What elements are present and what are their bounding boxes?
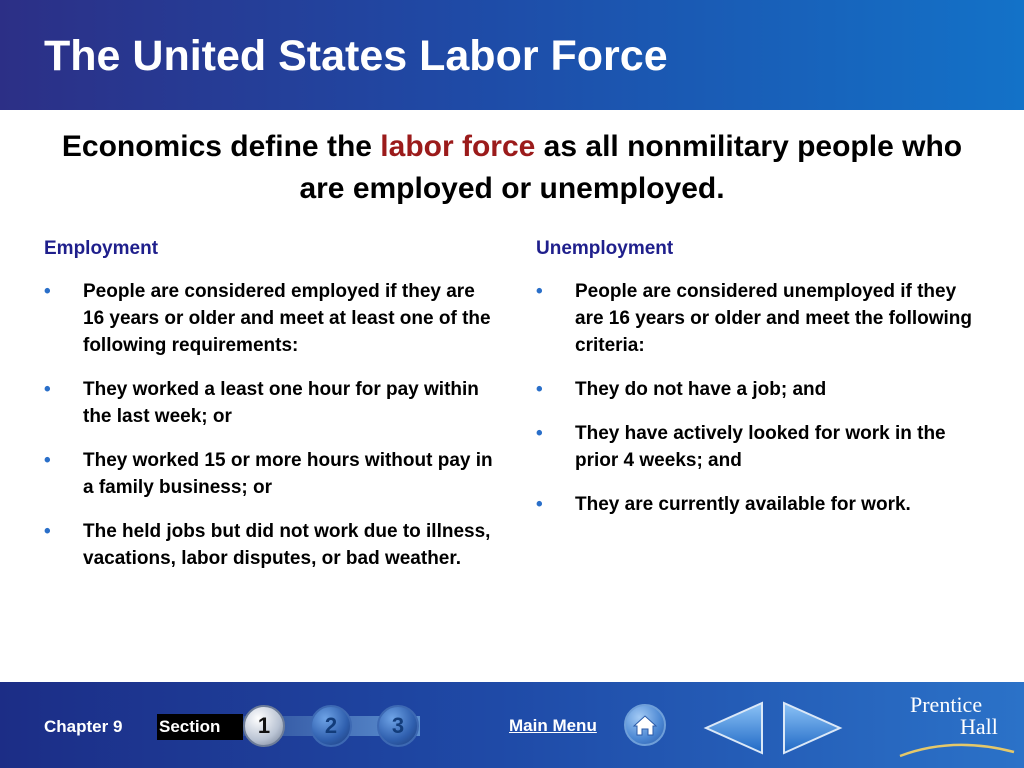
list-item: [536, 491, 986, 518]
employment-list: [44, 278, 494, 572]
logo-line-2: Hall: [960, 714, 998, 739]
slide-subtitle: [60, 126, 964, 210]
list-item: [44, 376, 494, 430]
section-3-button[interactable]: 3: [377, 705, 419, 747]
list-item: [44, 518, 494, 572]
list-item-text: They are currently available for work.: [575, 494, 911, 515]
chapter-label[interactable]: Chapter 9: [44, 717, 123, 736]
subtitle-highlight: labor force: [380, 130, 536, 163]
subtitle-text-end: as all nonmilitary people who are employed or unemployed.: [299, 130, 963, 205]
list-item: [44, 447, 494, 501]
unemployment-heading: Unemployment: [536, 238, 674, 259]
publisher-logo: [898, 692, 1016, 760]
main-menu-link[interactable]: Main Menu: [509, 716, 597, 735]
section-label: Section: [157, 714, 243, 740]
unemployment-list: [536, 278, 986, 518]
arrow-right-icon: [784, 703, 840, 753]
list-item: [536, 376, 986, 403]
section-2-button[interactable]: 2: [310, 705, 352, 747]
section-1-button[interactable]: 1: [243, 705, 285, 747]
list-item-text: They worked 15 or more hours without pay in a family business; or: [83, 450, 493, 498]
employment-heading: Employment: [44, 238, 159, 259]
list-item-text: People are considered employed if they are 16 years or older and meet at least one of the following requirements:: [83, 281, 491, 356]
home-button[interactable]: [624, 704, 666, 746]
employment-column: [44, 238, 494, 589]
logo-swoosh-icon: [898, 740, 1016, 758]
arrow-left-icon: [706, 703, 762, 753]
list-item: [536, 278, 986, 359]
list-item-text: They have actively looked for work in the prior 4 weeks; and: [575, 423, 946, 471]
bullet-icon: •: [44, 379, 51, 400]
bullet-icon: •: [44, 521, 51, 542]
bullet-icon: •: [44, 281, 51, 302]
list-item: [536, 420, 986, 474]
bullet-icon: •: [536, 423, 543, 444]
unemployment-column: [536, 238, 986, 535]
bullet-icon: •: [536, 494, 543, 515]
title-bar: [0, 0, 1024, 110]
list-item-text: The held jobs but did not work due to illness, vacations, labor disputes, or bad weather.: [83, 521, 491, 569]
slide-title: The United States Labor Force: [44, 32, 668, 80]
bullet-icon: •: [536, 281, 543, 302]
list-item-text: They worked a least one hour for pay within the last week; or: [83, 379, 479, 427]
list-item-text: They do not have a job; and: [575, 379, 827, 400]
subtitle-text-start: Economics define the: [61, 130, 381, 163]
logo-line-1: Prentice: [910, 692, 983, 717]
bullet-icon: •: [536, 379, 543, 400]
previous-slide-button[interactable]: [702, 699, 766, 757]
list-item: [44, 278, 494, 359]
bullet-icon: •: [44, 450, 51, 471]
home-icon: [626, 706, 664, 744]
list-item-text: People are considered unemployed if they are 16 years or older and meet the following criteria:: [575, 281, 973, 356]
next-slide-button[interactable]: [780, 699, 844, 757]
